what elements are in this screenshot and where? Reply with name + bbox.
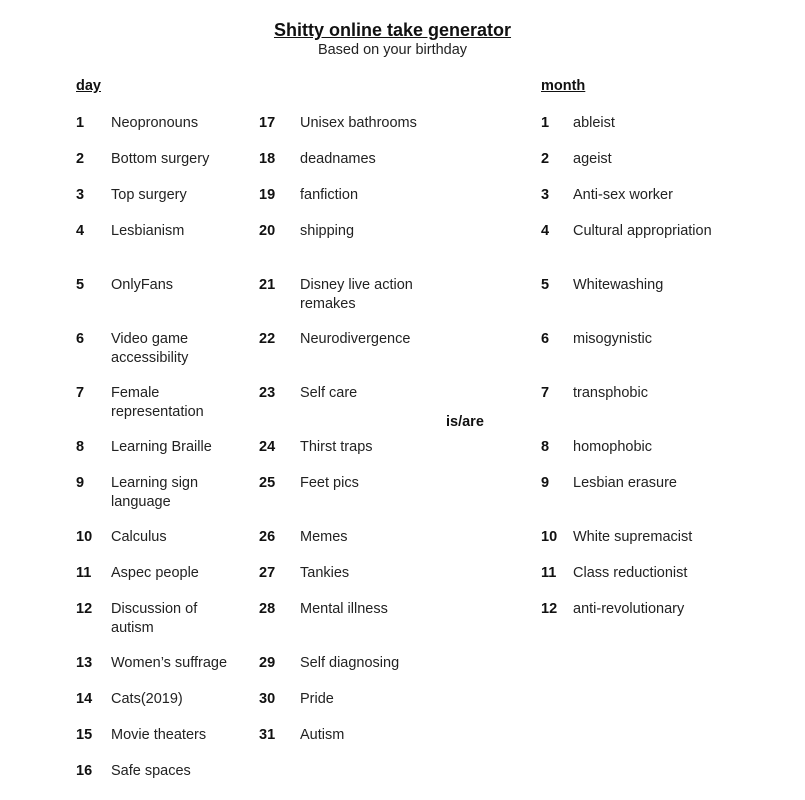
month-number: 3 xyxy=(541,187,550,203)
month-entry-10 xyxy=(541,528,723,566)
day-number: 26 xyxy=(259,529,276,545)
day-entry-8 xyxy=(76,438,231,476)
day-entry-2 xyxy=(76,150,231,188)
day-label: Learning sign language xyxy=(111,475,199,510)
day-number: 25 xyxy=(259,475,276,491)
month-label: Class reductionist xyxy=(573,565,688,581)
day-number: 16 xyxy=(76,763,93,779)
day-number: 22 xyxy=(259,331,276,347)
month-label: Anti-sex worker xyxy=(573,187,673,203)
day-number: 23 xyxy=(259,385,276,401)
day-label: Movie theaters xyxy=(111,727,207,743)
day-number: 21 xyxy=(259,277,276,293)
month-number: 9 xyxy=(541,475,550,491)
day-label: Aspec people xyxy=(111,565,199,581)
day-label: Pride xyxy=(300,691,334,707)
day-number: 19 xyxy=(259,187,276,203)
month-number: 6 xyxy=(541,331,550,347)
day-number: 17 xyxy=(259,115,276,131)
month-number: 8 xyxy=(541,439,550,455)
day-label: Neurodivergence xyxy=(300,331,411,347)
day-entry-4 xyxy=(76,222,231,260)
day-label: Self diagnosing xyxy=(300,655,400,671)
connector-text: is/are xyxy=(446,414,484,430)
month-label: White supremacist xyxy=(573,529,693,545)
day-entry-29 xyxy=(259,654,436,692)
day-label: Cats(2019) xyxy=(111,691,183,707)
day-number: 27 xyxy=(259,565,276,581)
day-label: fanfiction xyxy=(300,187,359,203)
month-entry-3 xyxy=(541,186,723,224)
day-entry-28 xyxy=(259,600,436,638)
day-entry-1 xyxy=(76,114,231,152)
month-number: 11 xyxy=(541,565,557,581)
day-label: Thirst traps xyxy=(300,439,373,455)
month-label: Cultural appropriation xyxy=(573,223,712,239)
day-label: shipping xyxy=(300,223,355,239)
day-number: 28 xyxy=(259,601,276,617)
day-entry-23 xyxy=(259,384,436,422)
month-label: homophobic xyxy=(573,439,652,455)
month-label: ageist xyxy=(573,151,612,167)
month-entry-11 xyxy=(541,564,723,602)
day-label: Safe spaces xyxy=(111,763,191,779)
day-label: Discussion of autism xyxy=(111,601,198,636)
day-entry-9 xyxy=(76,474,231,512)
day-number: 12 xyxy=(76,601,93,617)
day-entry-17 xyxy=(259,114,436,152)
day-number: 15 xyxy=(76,727,93,743)
day-label: Disney live action remakes xyxy=(300,277,413,312)
day-label: Lesbianism xyxy=(111,223,185,239)
day-heading: day xyxy=(76,78,101,94)
day-number: 4 xyxy=(76,223,85,239)
day-number: 5 xyxy=(76,277,85,293)
day-label: Feet pics xyxy=(300,475,359,491)
day-label: Self care xyxy=(300,385,358,401)
day-label: Neopronouns xyxy=(111,115,199,131)
day-label: OnlyFans xyxy=(111,277,174,293)
month-entry-8 xyxy=(541,438,723,476)
day-entry-21 xyxy=(259,276,436,314)
day-entry-30 xyxy=(259,690,436,728)
day-label: Memes xyxy=(300,529,348,545)
day-label: Autism xyxy=(300,727,345,743)
day-entry-26 xyxy=(259,528,436,566)
day-entry-31 xyxy=(259,726,436,764)
page-subtitle: Based on your birthday xyxy=(317,42,468,58)
day-number: 20 xyxy=(259,223,276,239)
day-entry-6 xyxy=(76,330,231,368)
day-entry-19 xyxy=(259,186,436,224)
month-heading: month xyxy=(541,78,586,94)
day-label: Tankies xyxy=(300,565,350,581)
day-entry-14 xyxy=(76,690,231,728)
month-label: ableist xyxy=(573,115,615,131)
month-label: Whitewashing xyxy=(573,277,664,293)
month-entry-9 xyxy=(541,474,723,512)
month-entry-6 xyxy=(541,330,723,368)
day-label: Video game accessibility xyxy=(111,331,189,366)
day-entry-11 xyxy=(76,564,231,602)
month-entry-12 xyxy=(541,600,723,638)
day-entry-27 xyxy=(259,564,436,602)
day-number: 9 xyxy=(76,475,85,491)
day-number: 3 xyxy=(76,187,85,203)
page-title: Shitty online take generator xyxy=(273,20,512,40)
day-label: Women’s suffrage xyxy=(111,655,228,671)
day-number: 6 xyxy=(76,331,85,347)
month-entry-4 xyxy=(541,222,723,260)
day-entry-7 xyxy=(76,384,231,422)
day-number: 18 xyxy=(259,151,276,167)
day-entry-13 xyxy=(76,654,231,692)
day-entry-24 xyxy=(259,438,436,476)
month-label: anti-revolutionary xyxy=(573,601,685,617)
day-entry-25 xyxy=(259,474,436,512)
month-entry-5 xyxy=(541,276,723,314)
day-entry-3 xyxy=(76,186,231,224)
day-label: Bottom surgery xyxy=(111,151,210,167)
month-number: 1 xyxy=(541,115,550,131)
day-entry-12 xyxy=(76,600,231,638)
month-number: 12 xyxy=(541,601,558,617)
month-number: 10 xyxy=(541,529,558,545)
day-entry-20 xyxy=(259,222,436,260)
month-number: 4 xyxy=(541,223,550,239)
day-label: Calculus xyxy=(111,529,167,545)
day-label: Female representation xyxy=(111,385,204,420)
day-number: 2 xyxy=(76,151,85,167)
day-entry-5 xyxy=(76,276,231,314)
day-number: 31 xyxy=(259,727,276,743)
month-label: Lesbian erasure xyxy=(573,475,677,491)
month-label: transphobic xyxy=(573,385,648,401)
month-entry-7 xyxy=(541,384,723,422)
month-number: 7 xyxy=(541,385,550,401)
day-number: 10 xyxy=(76,529,93,545)
month-number: 5 xyxy=(541,277,550,293)
day-entry-18 xyxy=(259,150,436,188)
day-number: 30 xyxy=(259,691,276,707)
day-entry-22 xyxy=(259,330,436,368)
month-entry-1 xyxy=(541,114,723,152)
day-entry-10 xyxy=(76,528,231,566)
day-number: 14 xyxy=(76,691,93,707)
month-entry-2 xyxy=(541,150,723,188)
day-number: 8 xyxy=(76,439,85,455)
day-label: Top surgery xyxy=(111,187,187,203)
day-label: Mental illness xyxy=(300,601,388,617)
day-number: 24 xyxy=(259,439,276,455)
day-entry-15 xyxy=(76,726,231,764)
day-number: 13 xyxy=(76,655,93,671)
day-number: 1 xyxy=(76,115,85,131)
day-number: 29 xyxy=(259,655,276,671)
day-label: Unisex bathrooms xyxy=(300,115,417,131)
day-label: deadnames xyxy=(300,151,376,167)
month-label: misogynistic xyxy=(573,331,652,347)
day-number: 7 xyxy=(76,385,85,401)
day-label: Learning Braille xyxy=(111,439,212,455)
day-number: 11 xyxy=(76,565,92,581)
day-entry-16 xyxy=(76,762,231,800)
month-number: 2 xyxy=(541,151,550,167)
